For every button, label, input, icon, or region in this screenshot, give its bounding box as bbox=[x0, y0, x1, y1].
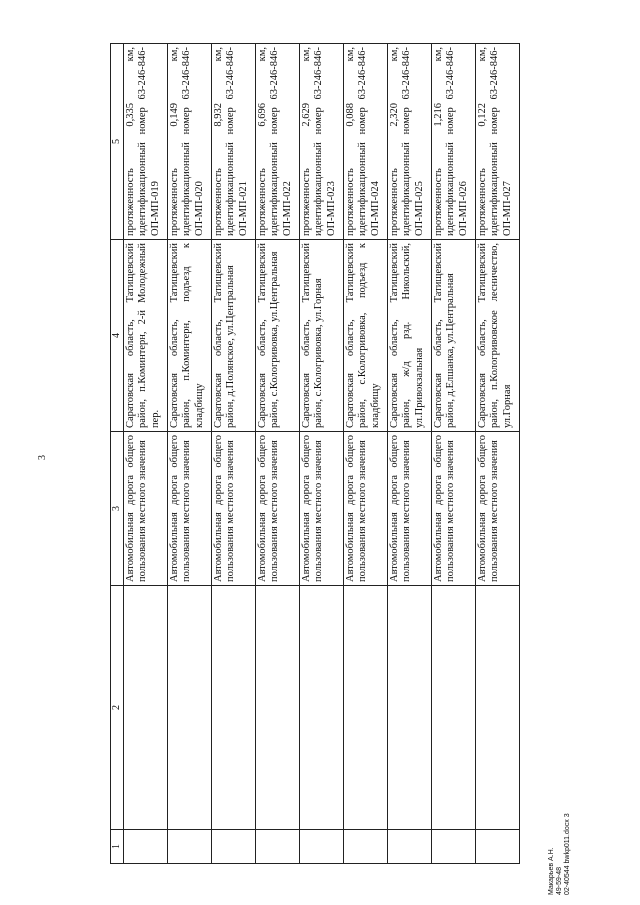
table-cell-c3: Автомобильная дорога общего пользования местного значения bbox=[256, 432, 300, 586]
table-cell-c1 bbox=[300, 830, 344, 864]
table-row bbox=[344, 44, 388, 864]
table-header-row bbox=[111, 44, 124, 864]
table-cell-c4: Саратовская область, Татищевский район, с.Кологривовка, ул.Центральная bbox=[256, 240, 300, 432]
table-cell-c5: протяженность 2,629 км, идентификационный номер 63-246-846-ОП-МП-023 bbox=[300, 44, 344, 240]
footer-author: Макарьев А.Н. bbox=[548, 847, 555, 895]
table-cell-c5: протяженность 0,088 км, идентификационный номер 63-246-846-ОП-МП-024 bbox=[344, 44, 388, 240]
table-row bbox=[476, 44, 520, 864]
roads-table bbox=[110, 43, 520, 864]
table-cell-c3: Автомобильная дорога общего пользования местного значения bbox=[124, 432, 168, 586]
table-cell-c4: Саратовская область, Татищевский район, д.Елшанка, ул.Центральная bbox=[432, 240, 476, 432]
table-row bbox=[124, 44, 168, 864]
table-cell-c1 bbox=[388, 830, 432, 864]
table-cell-c2 bbox=[168, 586, 212, 830]
table-cell-c3: Автомобильная дорога общего пользования местного значения bbox=[388, 432, 432, 586]
column-header-2: 2 bbox=[111, 586, 124, 830]
table-cell-c4: Саратовская область, Татищевский район, д.Полянское, ул.Центральная bbox=[212, 240, 256, 432]
table-cell-c4: Саратовская область, Татищевский район, с.Кологривовка, ул.Горная bbox=[300, 240, 344, 432]
table-cell-c4: Саратовская область, Татищевский район, п.Кологривовское лесничество, ул.Горная bbox=[476, 240, 520, 432]
table-cell-c4: Саратовская область, Татищевский район, п.Коминтерн, 2-й Молодежный пер. bbox=[124, 240, 168, 432]
table-cell-c2 bbox=[344, 586, 388, 830]
table-cell-c2 bbox=[124, 586, 168, 830]
table-cell-c3: Автомобильная дорога общего пользования местного значения bbox=[344, 432, 388, 586]
table-cell-c4: Саратовская область, Татищевский район, ж/д рзд. Никольский, ул.Привокзальная bbox=[388, 240, 432, 432]
rotated-table-container bbox=[110, 44, 530, 864]
table-row bbox=[168, 44, 212, 864]
table-row bbox=[388, 44, 432, 864]
table-cell-c1 bbox=[212, 830, 256, 864]
table-cell-c2 bbox=[256, 586, 300, 830]
table-row bbox=[212, 44, 256, 864]
table-cell-c1 bbox=[124, 830, 168, 864]
table-body bbox=[124, 44, 520, 864]
table-row bbox=[432, 44, 476, 864]
table-cell-c5: протяженность 2,320 км, идентификационный номер 63-246-846-ОП-МП-025 bbox=[388, 44, 432, 240]
table-cell-c3: Автомобильная дорога общего пользования местного значения bbox=[212, 432, 256, 586]
table-cell-c1 bbox=[168, 830, 212, 864]
table-row bbox=[256, 44, 300, 864]
table-cell-c5: протяженность 1,216 км, идентификационный номер 63-246-846-ОП-МП-026 bbox=[432, 44, 476, 240]
table-cell-c3: Автомобильная дорога общего пользования местного значения bbox=[476, 432, 520, 586]
table-cell-c3: Автомобильная дорога общего пользования местного значения bbox=[300, 432, 344, 586]
column-header-1: 1 bbox=[111, 830, 124, 864]
table-cell-c4: Саратовская область, Татищевский район, п.Коминтерн, подъезд к кладбищу bbox=[168, 240, 212, 432]
table-row bbox=[300, 44, 344, 864]
column-header-5: 5 bbox=[111, 44, 124, 240]
table-cell-c2 bbox=[432, 586, 476, 830]
table-cell-c1 bbox=[476, 830, 520, 864]
table-cell-c4: Саратовская область, Татищевский район, с.Кологривовка, подъезд к кладбищу bbox=[344, 240, 388, 432]
footer-phone: 49-59-48 bbox=[556, 866, 564, 895]
table-cell-c1 bbox=[344, 830, 388, 864]
table-cell-c3: Автомобильная дорога общего пользования местного значения bbox=[432, 432, 476, 586]
footer-doc-ref: 02-40544 bwkp011.docx 3 bbox=[564, 813, 572, 895]
table-cell-c1 bbox=[432, 830, 476, 864]
table-cell-c5: протяженность 0,149 км, идентификационный номер 63-246-846-ОП-МП-020 bbox=[168, 44, 212, 240]
page-number: 3 bbox=[37, 455, 48, 460]
table-cell-c5: протяженность 8,932 км, идентификационный номер 63-246-846-ОП-МП-021 bbox=[212, 44, 256, 240]
column-header-3: 3 bbox=[111, 432, 124, 586]
document-footer bbox=[548, 775, 572, 895]
table-cell-c2 bbox=[212, 586, 256, 830]
table-cell-c2 bbox=[300, 586, 344, 830]
column-header-4: 4 bbox=[111, 240, 124, 432]
table-cell-c3: Автомобильная дорога общего пользования местного значения bbox=[168, 432, 212, 586]
table-cell-c2 bbox=[388, 586, 432, 830]
table-cell-c5: протяженность 0,122 км, идентификационный номер 63-246-846-ОП-МП-027 bbox=[476, 44, 520, 240]
table-cell-c5: протяженность 6,696 км, идентификационный номер 63-246-846-ОП-МП-022 bbox=[256, 44, 300, 240]
table-cell-c5: протяженность 0,335 км, идентификационный номер 63-246-846-ОП-МП-019 bbox=[124, 44, 168, 240]
table-cell-c1 bbox=[256, 830, 300, 864]
table-cell-c2 bbox=[476, 586, 520, 830]
